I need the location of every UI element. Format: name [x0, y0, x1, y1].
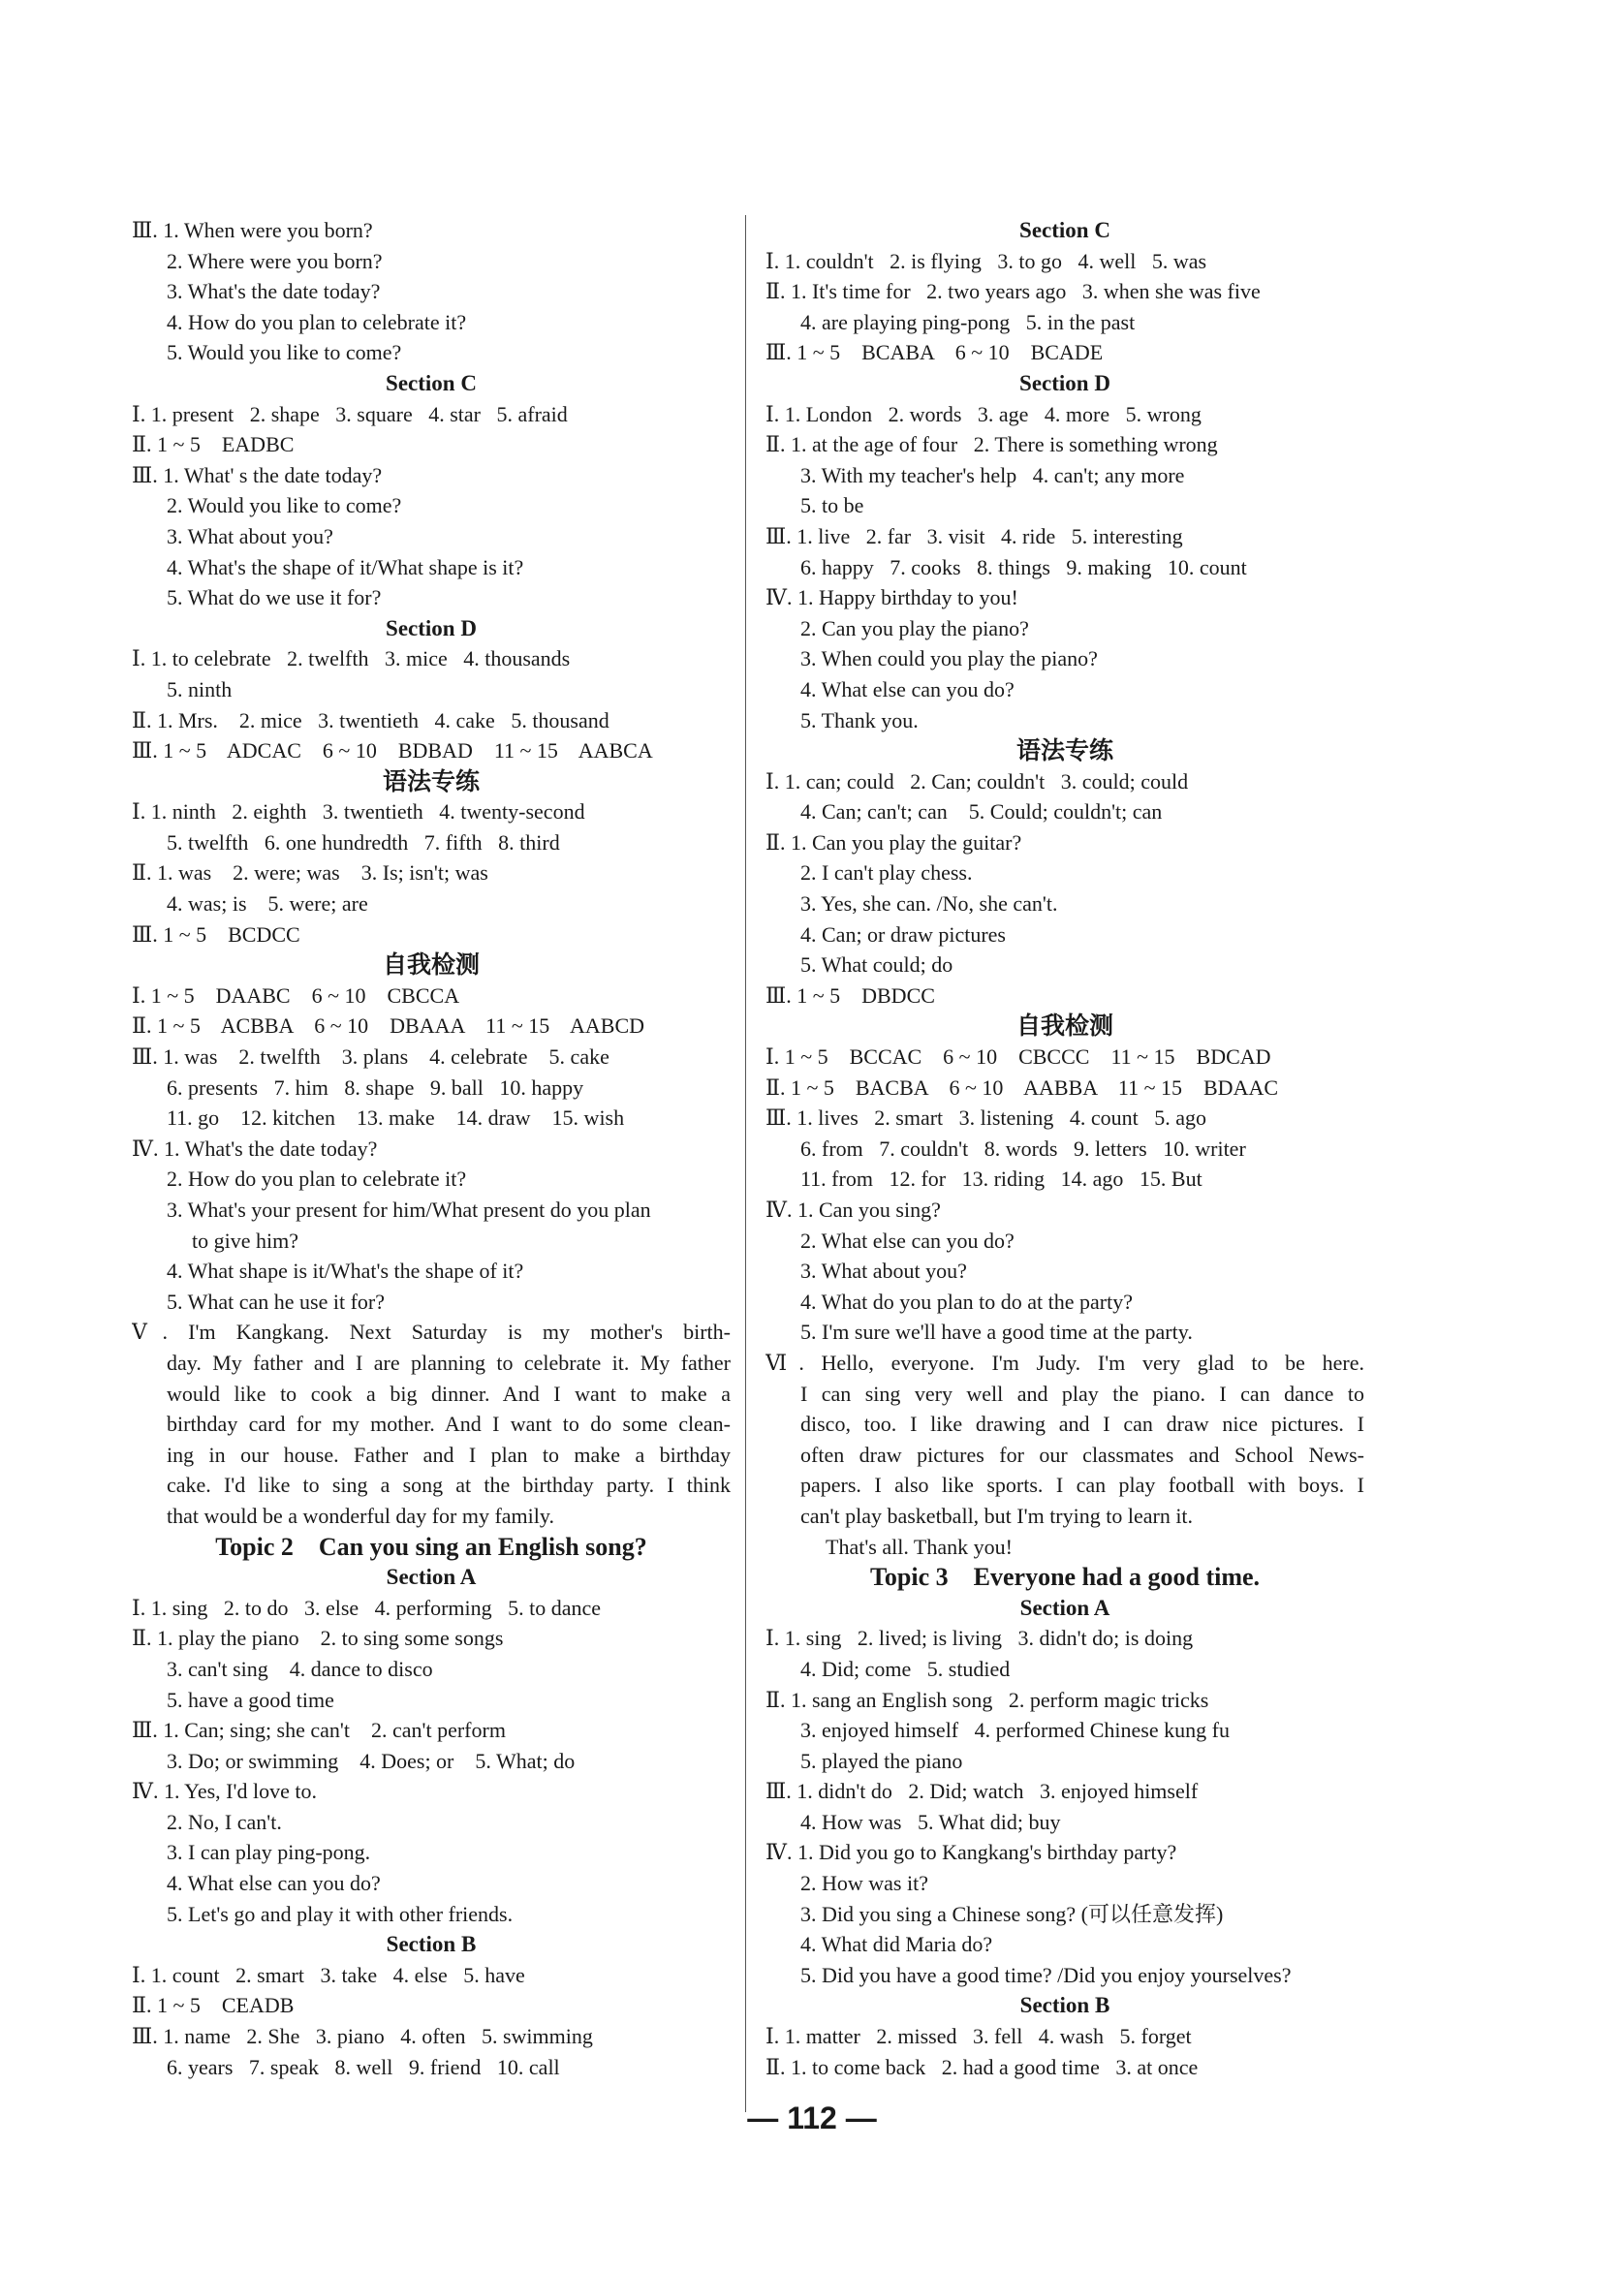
section-heading: Section B — [1019, 1993, 1110, 2018]
answer-line: Ⅰ. 1 ~ 5 BCCAC 6 ~ 10 CBCCC 11 ~ 15 BDCAD — [765, 1044, 1271, 1070]
answer-line: 5. What can he use it for? — [167, 1289, 386, 1314]
answer-line: Ⅳ. 1. What's the date today? — [132, 1136, 378, 1161]
answer-line: 3. What about you? — [167, 523, 333, 548]
answer-line: Ⅲ. 1 ~ 5 ADCAC 6 ~ 10 BDBAD 11 ~ 15 AABCA — [132, 738, 653, 763]
answer-line: Ⅰ. 1. sing 2. lived; is living 3. didn't do; is doing — [765, 1626, 1194, 1651]
answer-line: Ⅲ. 1. What' s the date today? — [132, 462, 383, 487]
answer-line: Ⅰ. 1. ninth 2. eighth 3. twentieth 4. twenty-second — [132, 799, 585, 825]
answer-line: 5. Did you have a good time? /Did you enjoy yourselves? — [800, 1962, 1292, 1987]
answer-line: 3. can't sing 4. dance to disco — [167, 1656, 433, 1681]
answer-line: 6. presents 7. him 8. shape 9. ball 10. happy — [167, 1074, 584, 1100]
answer-line: 5. I'm sure we'll have a good time at the party. — [800, 1320, 1193, 1345]
section-heading: 语法专练 — [382, 766, 480, 795]
answer-line: Ⅰ. 1. count 2. smart 3. take 4. else 5. have — [132, 1962, 525, 1987]
passage-line: papers. I also like sports. I can play football with boys. I — [800, 1473, 1364, 1498]
answer-line: Ⅲ. 1. name 2. She 3. piano 4. often 5. swimming — [132, 2024, 593, 2049]
answer-line: 3. What's the date today? — [167, 279, 381, 304]
answer-line: Ⅰ. 1. can; could 2. Can; couldn't 3. could; could — [765, 768, 1189, 794]
answer-line: Ⅲ. 1. Can; sing; she can't 2. can't perform — [132, 1718, 506, 1743]
section-heading: Section C — [1019, 218, 1110, 242]
answer-line: 4. Did; come 5. studied — [800, 1656, 1011, 1681]
answer-line: 2. No, I can't. — [167, 1809, 282, 1834]
column-divider — [745, 215, 746, 2112]
answer-line: Ⅳ. 1. Can you sing? — [765, 1198, 941, 1222]
answer-line: 4. How do you plan to celebrate it? — [167, 309, 467, 334]
answer-line: Ⅲ. 1. was 2. twelfth 3. plans 4. celebrate 5. cake — [132, 1044, 609, 1070]
passage-line: would like to cook a big dinner. And I want to make a — [167, 1381, 731, 1406]
topic-heading: Topic 3 Everyone had a good time. — [869, 1563, 1261, 1592]
answer-line: 5. ninth — [167, 676, 233, 701]
topic-heading: Topic 2 Can you sing an English song? — [215, 1532, 647, 1561]
passage-line: day. My father and I are planning to celebrate it. My father — [167, 1350, 731, 1375]
answer-line: Ⅱ. 1. at the age of four 2. There is something wrong — [765, 432, 1218, 457]
answer-line: Ⅰ. 1. couldn't 2. is flying 3. to go 4. well 5. was — [765, 248, 1207, 273]
answer-line: 5. played the piano — [800, 1748, 963, 1773]
answer-line: Ⅳ. 1. Yes, I'd love to. — [132, 1779, 317, 1804]
answer-line: Ⅰ. 1. present 2. shape 3. square 4. star 5. afraid — [132, 401, 568, 426]
passage-line: ing in our house. Father and I plan to make a birthday — [167, 1442, 731, 1467]
answer-line: Ⅳ. 1. Did you go to Kangkang's birthday party? — [765, 1840, 1177, 1865]
answer-line: That's all. Thank you! — [826, 1534, 1013, 1559]
answer-line: 5. twelfth 6. one hundredth 7. fifth 8. third — [167, 829, 560, 855]
answer-line: to give him? — [192, 1228, 298, 1253]
answer-line: 2. Would you like to come? — [167, 493, 402, 518]
answer-line: Ⅲ. 1 ~ 5 BCDCC — [132, 921, 300, 947]
answer-line: 2. I can't play chess. — [800, 860, 973, 886]
passage-line: Ⅵ. Hello, everyone. I'm Judy. I'm very glad to be here. — [765, 1350, 1364, 1375]
passage-line: often draw pictures for our classmates and School News- — [800, 1442, 1364, 1467]
section-heading: Section B — [386, 1932, 477, 1957]
section-heading: 自我检测 — [1015, 1012, 1113, 1041]
answer-line: 3. When could you play the piano? — [800, 646, 1098, 671]
section-heading: Section D — [1019, 370, 1110, 395]
answer-line: 4. How was 5. What did; buy — [800, 1809, 1061, 1834]
section-heading: Section D — [386, 615, 477, 640]
section-heading: 自我检测 — [382, 950, 480, 980]
passage-line: disco, too. I like drawing and I can draw nice pictures. I — [800, 1412, 1364, 1437]
passage-line: that would be a wonderful day for my family. — [167, 1503, 554, 1528]
answer-line: 4. Can; can't; can 5. Could; couldn't; can — [800, 799, 1163, 825]
answer-line: 4. What else can you do? — [800, 676, 1015, 701]
answer-line: 3. Did you sing a Chinese song? (可以任意发挥) — [800, 1901, 1224, 1926]
answer-line: Ⅲ. 1. When were you born? — [132, 218, 373, 242]
answer-line: 4. What else can you do? — [167, 1871, 381, 1896]
answer-line: 4. was; is 5. were; are — [167, 891, 368, 917]
section-heading: Section C — [386, 370, 477, 395]
left-column — [132, 215, 731, 2082]
answer-line: Ⅱ. 1. sang an English song 2. perform magic tricks — [765, 1687, 1209, 1712]
answer-line: 2. How was it? — [800, 1871, 928, 1896]
answer-line: 6. from 7. couldn't 8. words 9. letters 10. writer — [800, 1136, 1246, 1161]
answer-line: 3. What about you? — [800, 1259, 967, 1284]
answer-line: 4. are playing ping-pong 5. in the past — [800, 309, 1136, 334]
answer-line: Ⅲ. 1. live 2. far 3. visit 4. ride 5. interesting — [765, 523, 1183, 548]
right-column — [765, 215, 1364, 2082]
answer-line: 4. What did Maria do? — [800, 1932, 993, 1957]
answer-line: 4. Can; or draw pictures — [800, 921, 1006, 947]
answer-line: Ⅱ. 1 ~ 5 CEADB — [132, 1993, 295, 2018]
passage-line: I can sing very well and play the piano. I can dance to — [800, 1381, 1364, 1406]
answer-line: Ⅱ. 1. Can you play the guitar? — [765, 829, 1022, 855]
answer-line: 2. Where were you born? — [167, 248, 383, 273]
answer-line: 2. Can you play the piano? — [800, 615, 1029, 640]
answer-line: 2. What else can you do? — [800, 1228, 1015, 1253]
section-heading: Section A — [386, 1565, 477, 1590]
page-number: — 112 — — [747, 2101, 877, 2135]
answer-line: Ⅱ. 1 ~ 5 EADBC — [132, 432, 295, 457]
answer-line: Ⅲ. 1 ~ 5 BCABA 6 ~ 10 BCADE — [765, 340, 1104, 365]
answer-line: 2. How do you plan to celebrate it? — [167, 1167, 467, 1192]
answer-line: 11. go 12. kitchen 13. make 14. draw 15. wish — [167, 1105, 625, 1131]
answer-line: 4. What shape is it/What's the shape of it? — [167, 1259, 524, 1284]
answer-line: Ⅱ. 1. play the piano 2. to sing some songs — [132, 1626, 504, 1651]
answer-line: Ⅱ. 1. Mrs. 2. mice 3. twentieth 4. cake 5. thousand — [132, 707, 609, 732]
answer-line: Ⅱ. 1. It's time for 2. two years ago 3. when she was five — [765, 279, 1261, 304]
passage-line: birthday card for my mother. And I want to do some clean- — [167, 1412, 731, 1437]
answer-line: 3. What's your present for him/What present do you plan — [167, 1198, 651, 1222]
answer-line: Ⅰ. 1. matter 2. missed 3. fell 4. wash 5. forget — [765, 2024, 1192, 2049]
answer-line: Ⅰ. 1. London 2. words 3. age 4. more 5. wrong — [765, 401, 1202, 426]
answer-line: Ⅱ. 1. was 2. were; was 3. Is; isn't; was — [132, 860, 488, 886]
passage-line: can't play basketball, but I'm trying to learn it. — [800, 1503, 1194, 1528]
answer-line: 4. What's the shape of it/What shape is it? — [167, 554, 524, 579]
passage-line: cake. I'd like to sing a song at the birthday party. I think — [167, 1473, 731, 1498]
answer-line: 3. Yes, she can. /No, she can't. — [800, 891, 1058, 917]
answer-line: 5. have a good time — [167, 1687, 334, 1712]
answer-line: 5. What could; do — [800, 952, 953, 978]
answer-line: Ⅱ. 1 ~ 5 BACBA 6 ~ 10 AABBA 11 ~ 15 BDAAC — [765, 1074, 1279, 1100]
answer-line: 3. I can play ping-pong. — [167, 1840, 371, 1865]
answer-line: 3. enjoyed himself 4. performed Chinese kung fu — [800, 1718, 1230, 1743]
answer-line: Ⅲ. 1. didn't do 2. Did; watch 3. enjoyed himself — [765, 1779, 1199, 1804]
answer-line: Ⅲ. 1 ~ 5 DBDCC — [765, 982, 935, 1008]
answer-line: 6. happy 7. cooks 8. things 9. making 10. count — [800, 554, 1247, 579]
answer-line: 3. Do; or swimming 4. Does; or 5. What; do — [167, 1748, 576, 1773]
section-heading: Section A — [1019, 1595, 1110, 1620]
section-heading: 语法专练 — [1015, 736, 1113, 765]
answer-line: 4. What do you plan to do at the party? — [800, 1289, 1133, 1314]
answer-line: 5. to be — [800, 493, 864, 518]
answer-line: 5. Let's go and play it with other friends. — [167, 1901, 514, 1926]
answer-line: 5. What do we use it for? — [167, 585, 382, 610]
answer-line: Ⅱ. 1. to come back 2. had a good time 3. at once — [765, 2054, 1199, 2079]
passage-line: Ⅴ. I'm Kangkang. Next Saturday is my mother's birth- — [132, 1320, 731, 1345]
answer-line: 6. years 7. speak 8. well 9. friend 10. call — [167, 2054, 560, 2079]
answer-line: 3. With my teacher's help 4. can't; any more — [800, 462, 1185, 487]
answer-line: Ⅰ. 1 ~ 5 DAABC 6 ~ 10 CBCCA — [132, 982, 460, 1008]
answer-line: Ⅰ. 1. to celebrate 2. twelfth 3. mice 4. thousands — [132, 646, 571, 671]
answer-line: Ⅳ. 1. Happy birthday to you! — [765, 585, 1018, 610]
answer-line: 5. Thank you. — [800, 707, 919, 732]
answer-line: 5. Would you like to come? — [167, 340, 402, 365]
answer-line: 11. from 12. for 13. riding 14. ago 15. But — [800, 1167, 1202, 1192]
answer-line: Ⅲ. 1. lives 2. smart 3. listening 4. count 5. ago — [765, 1105, 1207, 1131]
answer-line: Ⅱ. 1 ~ 5 ACBBA 6 ~ 10 DBAAA 11 ~ 15 AABCD — [132, 1013, 645, 1039]
answer-line: Ⅰ. 1. sing 2. to do 3. else 4. performing 5. to dance — [132, 1595, 602, 1620]
